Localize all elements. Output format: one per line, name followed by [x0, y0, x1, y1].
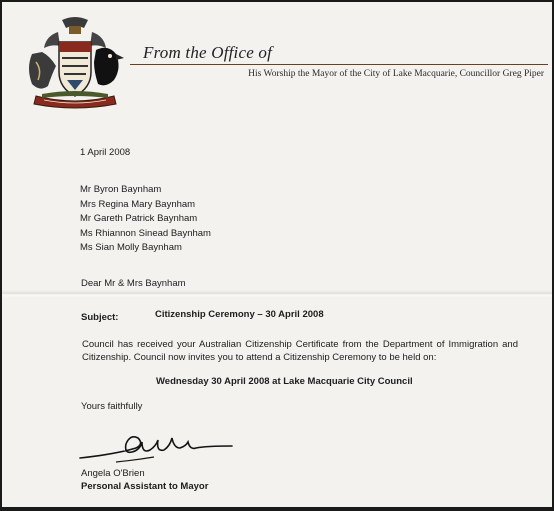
coat-of-arms-icon	[22, 14, 128, 112]
signature-icon	[76, 424, 236, 468]
addressee: Ms Rhiannon Sinead Baynham	[80, 227, 211, 239]
body-paragraph: Council has received your Australian Citizenship Certificate from the Department of Immigration and Citizenship. Council now invites you to attend a Citizenship Ceremony to be held on:	[82, 339, 518, 363]
signer-name: Angela O'Brien	[81, 468, 145, 479]
letter-date: 1 April 2008	[80, 147, 131, 158]
header-divider	[130, 64, 548, 65]
addressee: Mrs Regina Mary Baynham	[80, 198, 196, 210]
letter-page	[2, 2, 552, 507]
salutation: Dear Mr & Mrs Baynham	[81, 278, 186, 289]
mayor-line: His Worship the Mayor of the City of Lake Macquarie, Councillor Greg Piper	[248, 69, 544, 79]
addressee: Mr Byron Baynham	[80, 184, 162, 195]
addressee-list	[80, 183, 211, 256]
office-title: From the Office of	[143, 43, 273, 62]
subject-label: Subject:	[81, 312, 119, 323]
event-details: Wednesday 30 April 2008 at Lake Macquarie City Council	[156, 376, 413, 387]
addressee: Ms Sian Molly Baynham	[80, 242, 182, 253]
paper-fold	[2, 290, 552, 298]
addressee: Mr Gareth Patrick Baynham	[80, 213, 198, 224]
closing: Yours faithfully	[81, 401, 143, 412]
subject-text: Citizenship Ceremony – 30 April 2008	[155, 309, 324, 320]
signer-title: Personal Assistant to Mayor	[81, 481, 209, 492]
